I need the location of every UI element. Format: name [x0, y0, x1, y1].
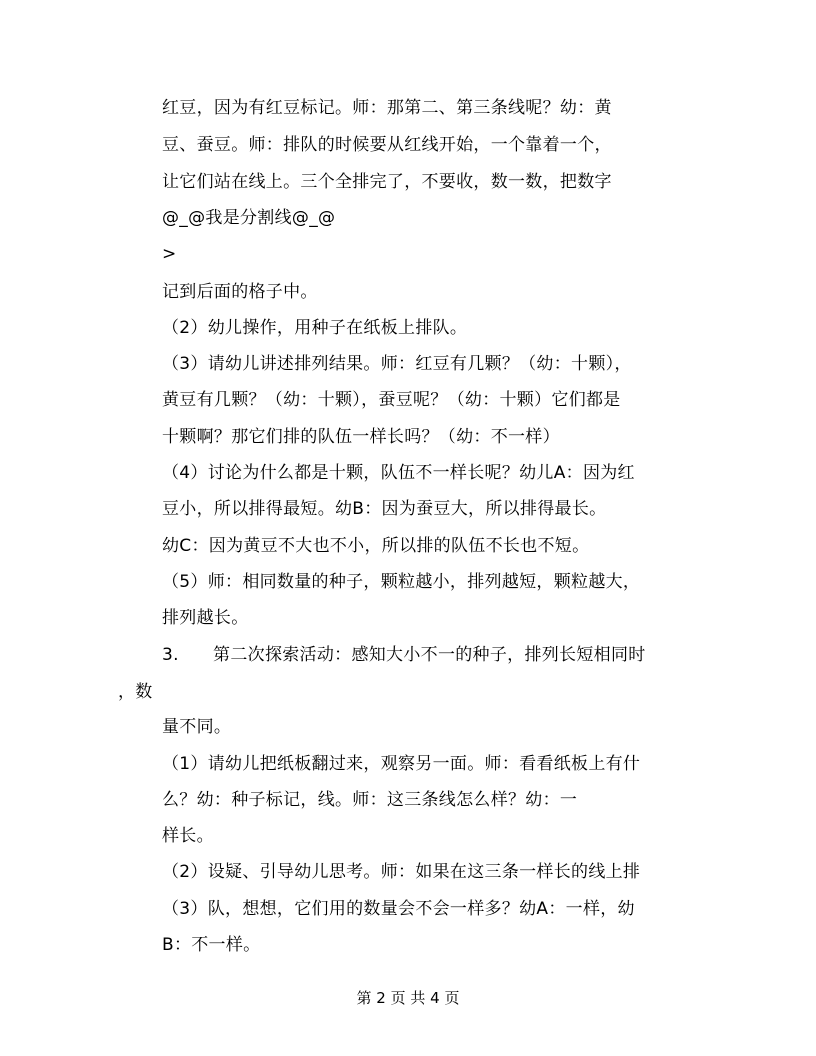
text-line: B：不一样。: [162, 935, 261, 955]
text-line: 让它们站在线上。三个全排完了，不要收，数一数，把数字: [162, 172, 612, 192]
text-line: 红豆，因为有红豆标记。师：那第二、第三条线呢？幼：黄: [162, 98, 612, 118]
page-number-footer: 第 2 页 共 4 页: [356, 989, 460, 1007]
section-heading: 3. 第二次探索活动：感知大小不一的种子，排列长短相同时: [162, 645, 646, 665]
text-line: （1）请幼儿把纸板翻过来，观察另一面。师：看看纸板上有什: [162, 754, 641, 774]
text-line: 豆小，所以排得最短。幼B：因为蚕豆大，所以排得最长。: [162, 499, 607, 519]
text-line: >: [162, 244, 177, 264]
text-line: （2）设疑、引导幼儿思考。师：如果在这三条一样长的线上排: [162, 862, 641, 882]
text-line: 排列越长。: [162, 608, 249, 628]
text-line: （5）师：相同数量的种子，颗粒越小，排列越短，颗粒越大，: [162, 572, 641, 592]
text-line: （4）讨论为什么都是十颗，队伍不一样长呢？幼儿A：因为红: [162, 463, 635, 483]
text-line: 量不同。: [162, 717, 232, 737]
text-line: （3）请幼儿讲述排列结果。师：红豆有几颗？（幼：十颗），: [162, 354, 632, 374]
text-line: 豆、蚕豆。师：排队的时候要从红线开始，一个靠着一个，: [162, 135, 612, 155]
text-line: ，数: [118, 682, 153, 702]
text-line: 样长。: [162, 826, 214, 846]
text-line: 十颗啊？那它们排的队伍一样长吗？（幼：不一样）: [162, 427, 560, 447]
text-line: 幼C：因为黄豆不大也不小，所以排的队伍不长也不短。: [162, 536, 590, 556]
text-line: （2）幼儿操作，用种子在纸板上排队。: [162, 318, 468, 338]
text-line: 记到后面的格子中。: [162, 282, 318, 302]
text-line: 么？幼：种子标记，线。师：这三条线怎么样？幼：一: [162, 790, 578, 810]
text-line: 黄豆有几颗？（幼：十颗），蚕豆呢？（幼：十颗）它们都是: [162, 390, 621, 410]
separator-text: @_@我是分割线@_@: [162, 208, 336, 228]
text-line: （3）队，想想，它们用的数量会不会一样多？幼A：一样，幼: [162, 899, 635, 919]
